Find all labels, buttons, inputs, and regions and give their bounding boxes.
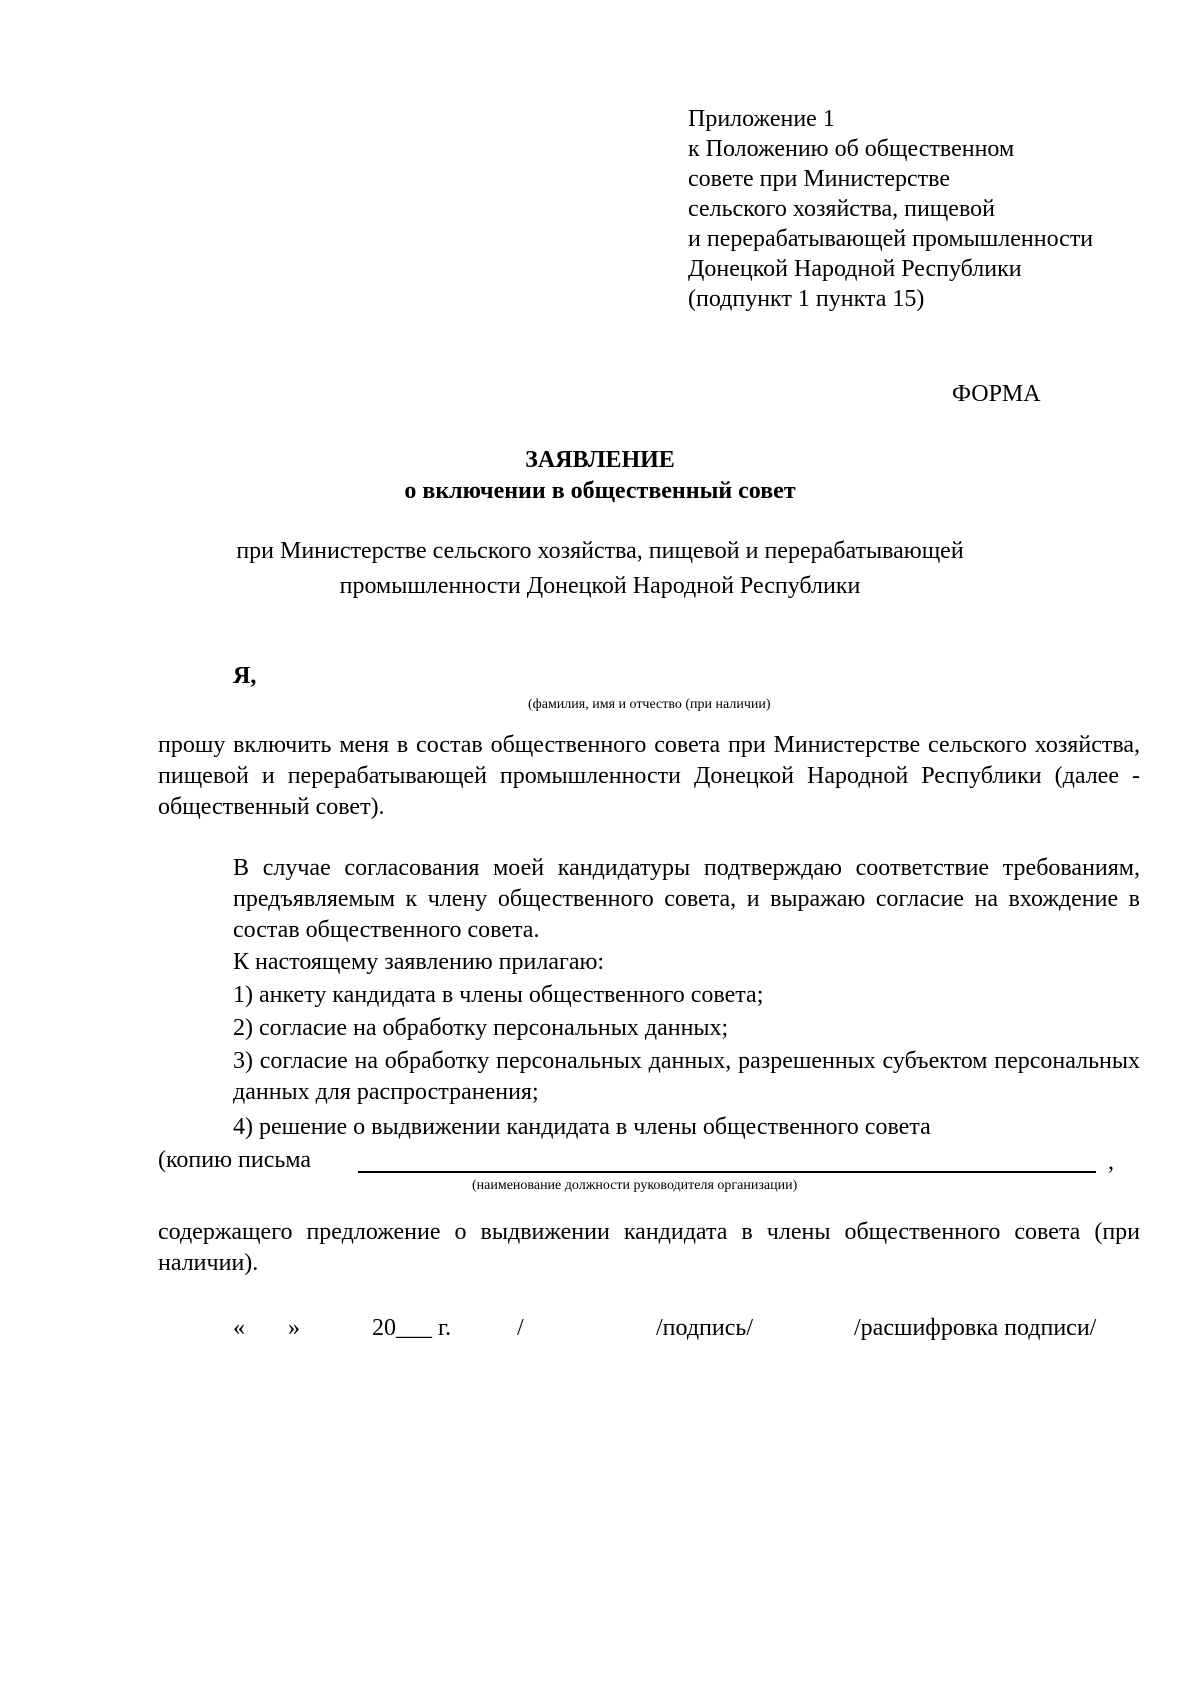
- containing-paragraph: содержащего предложение о выдвижении кандидата в члены общественного совета (при наличии).: [158, 1219, 1140, 1276]
- request-paragraph: прошу включить меня в состав общественного совета при Министерстве сельского хозяйства, пищевой и перерабатывающей промышленности Донецкой Народной Республики (далее - общественный совет).: [158, 732, 1140, 820]
- appendix-line: сельского хозяйства, пищевой: [688, 196, 995, 222]
- attachment-item-2: 2) согласие на обработку персональных данных;: [233, 1015, 729, 1041]
- signature-decode-label: /расшифровка подписи/: [854, 1315, 1097, 1341]
- appendix-block: [688, 104, 1093, 314]
- appendix-line: и перерабатывающей промышленности: [688, 226, 1094, 252]
- attachment-item-1: 1) анкету кандидата в члены общественного совета;: [233, 982, 764, 1008]
- name-field-caption: (фамилия, имя и отчество (при наличии): [528, 697, 771, 712]
- date-quote-close: »: [288, 1315, 300, 1341]
- applicant-pronoun: Я,: [233, 663, 257, 689]
- document-title: ЗАЯВЛЕНИЕ: [525, 447, 675, 473]
- letter-copy-label: (копию письма: [158, 1147, 312, 1173]
- position-fill-line[interactable]: [358, 1171, 1096, 1173]
- appendix-line: Приложение 1: [688, 106, 835, 132]
- form-label: ФОРМА: [952, 381, 1041, 407]
- date-quote-open: «: [233, 1315, 245, 1341]
- signature-label: /подпись/: [656, 1315, 753, 1341]
- document-title-sub: о включении в общественный совет: [404, 478, 796, 504]
- consent-paragraph: В случае согласования моей кандидатуры подтверждаю соответствие требованиям, предъявляемым к члену общественного совета, и выражаю согласие на вхождение в состав общественного совета.: [233, 855, 1140, 943]
- attachment-item-3: 3) согласие на обработку персональных данных, разрешенных субъектом персональных данных для распространения;: [233, 1048, 1140, 1105]
- date-year: 20___ г.: [372, 1315, 452, 1341]
- attachments-intro: К настоящему заявлению прилагаю:: [233, 949, 605, 975]
- appendix-line: совете при Министерстве: [688, 166, 950, 192]
- position-field-caption: (наименование должности руководителя организации): [472, 1178, 798, 1193]
- attachment-item-4: 4) решение о выдвижении кандидата в члены общественного совета: [233, 1114, 931, 1140]
- appendix-line: Донецкой Народной Республики: [688, 256, 1022, 282]
- ministry-line-2: промышленности Донецкой Народной Республики: [339, 573, 861, 599]
- comma-mark: ,: [1108, 1149, 1114, 1175]
- ministry-line-1: при Министерстве сельского хозяйства, пищевой и перерабатывающей: [236, 538, 964, 564]
- signature-slash: /: [517, 1315, 524, 1341]
- appendix-line: к Положению об общественном: [688, 136, 1015, 162]
- appendix-line: (подпункт 1 пункта 15): [688, 286, 925, 312]
